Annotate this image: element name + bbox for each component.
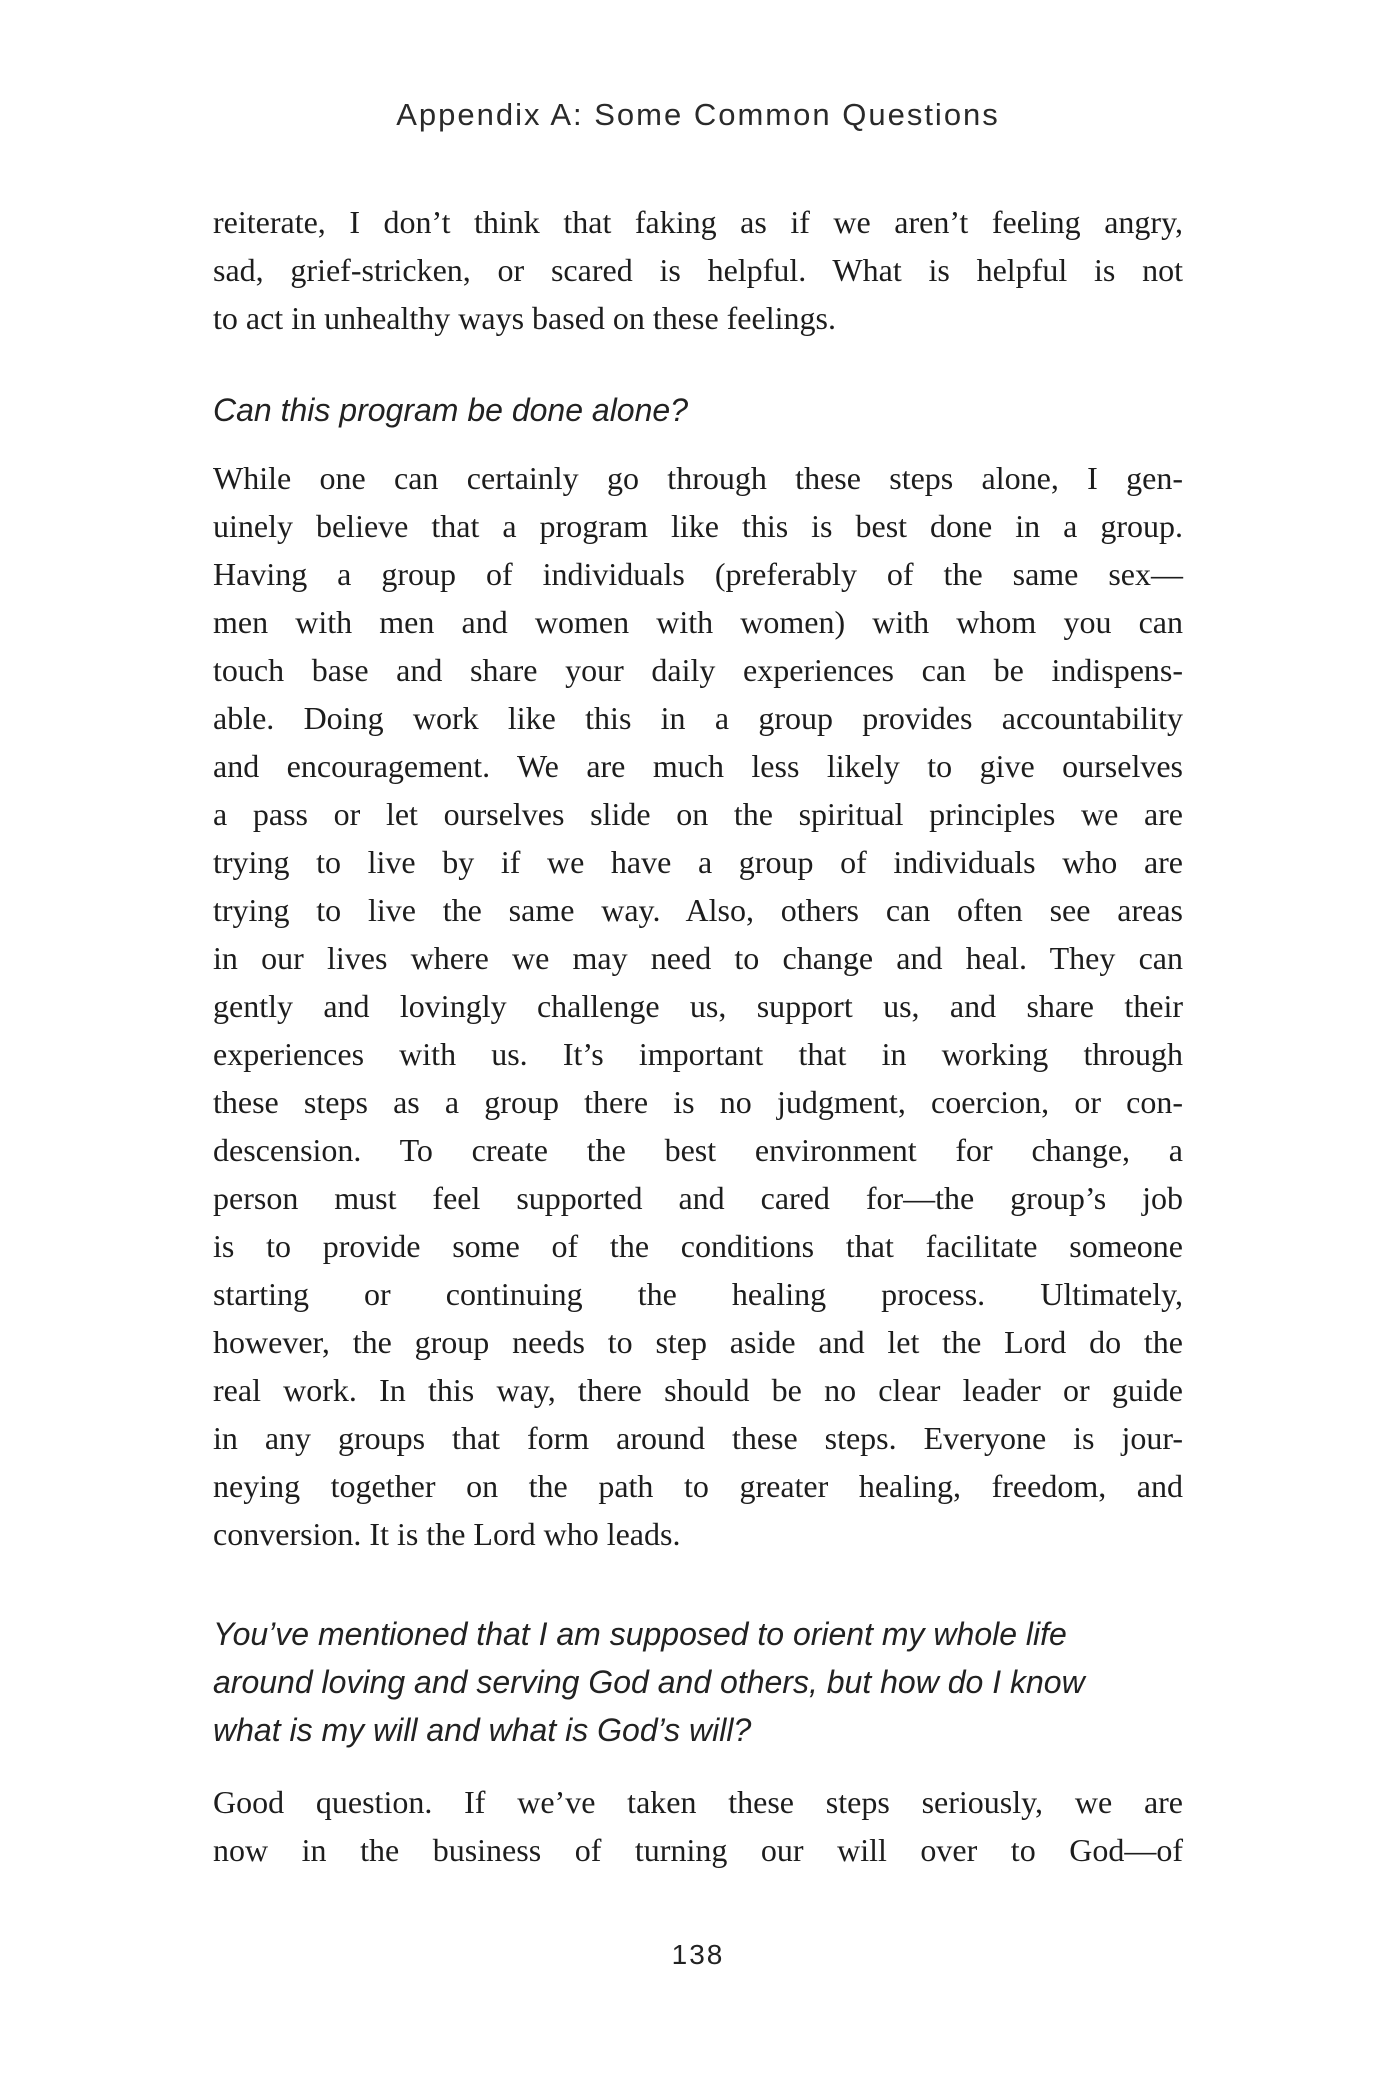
page-footer	[213, 1938, 1183, 1972]
text-line: neying together on the path to greater healing, freedom, and	[213, 1468, 1183, 1504]
text-line: While one can certainly go through these steps alone, I gen-	[213, 460, 1183, 496]
text-line: You’ve mentioned that I am supposed to orient my whole life	[213, 1616, 1067, 1652]
text-line: trying to live by if we have a group of individuals who are	[213, 844, 1183, 880]
text-line: experiences with us. It’s important that in working through	[213, 1036, 1183, 1072]
text-line: able. Doing work like this in a group provides accountability	[213, 700, 1183, 736]
text-line: in our lives where we may need to change and heal. They can	[213, 940, 1183, 976]
text-line: men with men and women with women) with whom you can	[213, 604, 1183, 640]
text-line: touch base and share your daily experiences can be indispens-	[213, 652, 1183, 688]
text-line: sad, grief-stricken, or scared is helpful. What is helpful is not	[213, 252, 1183, 288]
text-line: uinely believe that a program like this is best done in a group.	[213, 508, 1183, 544]
paragraph	[213, 1778, 1183, 1874]
text-line: trying to live the same way. Also, others can often see areas	[213, 892, 1183, 928]
text-line: is to provide some of the conditions that facilitate someone	[213, 1228, 1183, 1264]
text-line: now in the business of turning our will over to God—of	[213, 1832, 1183, 1868]
text-line: conversion. It is the Lord who leads.	[213, 1516, 681, 1552]
text-line: Good question. If we’ve taken these steps seriously, we are	[213, 1784, 1183, 1820]
question-heading	[213, 386, 1183, 434]
paragraph	[213, 454, 1183, 1558]
text-line: however, the group needs to step aside and let the Lord do the	[213, 1324, 1183, 1360]
text-line: around loving and serving God and others, but how do I know	[213, 1664, 1085, 1700]
text-line: what is my will and what is God’s will?	[213, 1712, 752, 1748]
text-line: Having a group of individuals (preferably of the same sex—	[213, 556, 1183, 592]
text-line: and encouragement. We are much less likely to give ourselves	[213, 748, 1183, 784]
text-line: real work. In this way, there should be no clear leader or guide	[213, 1372, 1183, 1408]
text-line: a pass or let ourselves slide on the spiritual principles we are	[213, 796, 1183, 832]
text-line: person must feel supported and cared for—the group’s job	[213, 1180, 1183, 1216]
text-line: to act in unhealthy ways based on these feelings.	[213, 300, 836, 336]
text-line: reiterate, I don’t think that faking as if we aren’t feeling angry,	[213, 204, 1183, 240]
page-body	[213, 198, 1183, 1874]
text-line: starting or continuing the healing process. Ultimately,	[213, 1276, 1183, 1312]
text-line: these steps as a group there is no judgment, coercion, or con-	[213, 1084, 1183, 1120]
question-heading	[213, 1610, 1183, 1754]
page-number: 138	[671, 1939, 725, 1970]
text-line: in any groups that form around these steps. Everyone is jour-	[213, 1420, 1183, 1456]
text-line: descension. To create the best environment for change, a	[213, 1132, 1183, 1168]
paragraph	[213, 198, 1183, 342]
text-line: Can this program be done alone?	[213, 392, 688, 428]
text-line: gently and lovingly challenge us, support us, and share their	[213, 988, 1183, 1024]
running-header: Appendix A: Some Common Questions	[396, 97, 1000, 132]
